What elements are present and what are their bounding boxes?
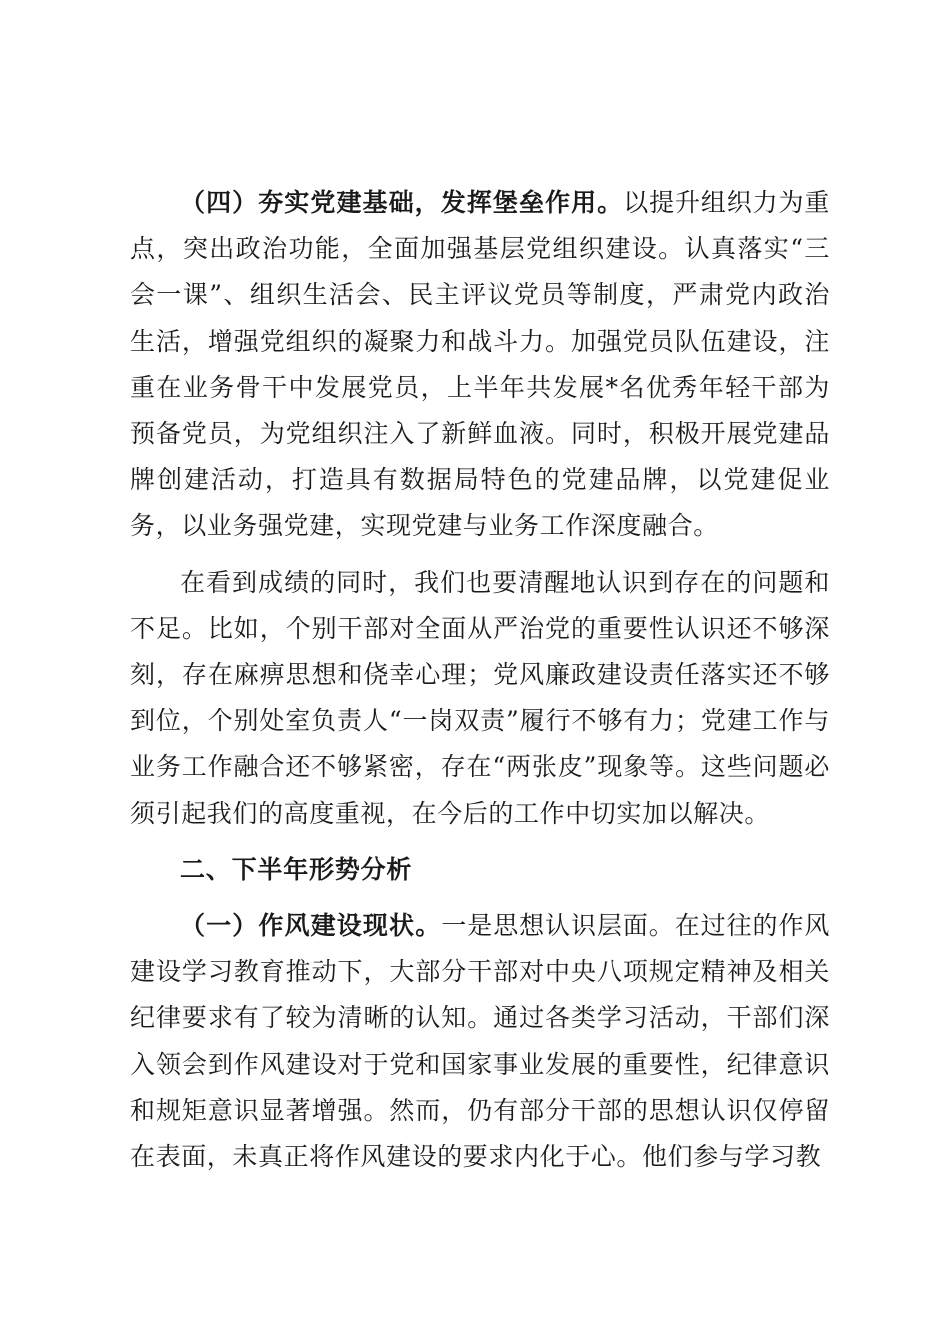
paragraph-party-building	[130, 180, 830, 550]
paragraph-text: 在看到成绩的同时，我们也要清醒地认识到存在的问题和不足。比如，个别干部对全面从严治党的重要性认识还不够深刻，存在麻痹思想和侥幸心理；党风廉政建设责任落实还不够到位，个别处室负责人“一岗双责”履行不够有力；党建工作与业务工作融合还不够紧密，存在“两张皮”现象等。这些问题必须引起我们的高度重视，在今后的工作中切实加以解决。	[130, 567, 830, 828]
section-heading: 二、下半年形势分析	[180, 854, 413, 884]
paragraph-heading: （一）作风建设现状。	[180, 911, 442, 941]
paragraph-problems	[130, 560, 830, 837]
paragraph-text: 一是思想认识层面。在过往的作风建设学习教育推动下，大部分干部对中央八项规定精神及相关纪律要求有了较为清晰的认知。通过各类学习活动，干部们深入领会到作风建设对于党和国家事业发展的重要性，纪律意识和规矩意识显著增强。然而，仍有部分干部的思想认识仅停留在表面，未真正将作风建设的要求内化于心。他们参与学习教	[130, 911, 830, 1172]
paragraph-work-style	[130, 903, 830, 1180]
paragraph-heading: （四）夯实党建基础，发挥堡垒作用。	[180, 188, 624, 217]
document-body	[130, 180, 830, 1180]
paragraph-text: 以提升组织力为重点，突出政治功能，全面加强基层党组织建设。认真落实“三会一课”、组织生活会、民主评议党员等制度，严肃党内政治生活，增强党组织的凝聚力和战斗力。加强党员队伍建设，注重在业务骨干中发展党员，上半年共发展*名优秀年轻干部为预备党员，为党组织注入了新鲜血液。同时，积极开展党建品牌创建活动，打造具有数据局特色的党建品牌，以党建促业务，以业务强党建，实现党建与业务工作深度融合。	[130, 188, 830, 541]
